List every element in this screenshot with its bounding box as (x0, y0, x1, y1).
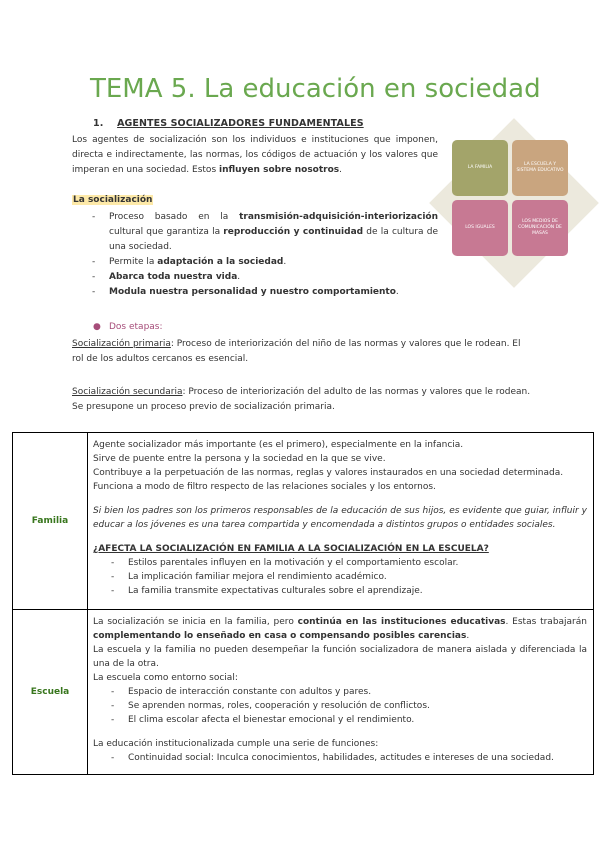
familia-question: ¿AFECTA LA SOCIALIZACIÓN EN FAMILIA A LA SOCIALIZACIÓN EN LA ESCUELA? (93, 544, 489, 554)
list-item: - Estilos parentales influyen en la motivación y el comportamiento escolar. (111, 558, 459, 568)
list-item: - Permite la adaptación a la sociedad. (92, 257, 287, 267)
section-heading-text: AGENTES SOCIALIZADORES FUNDAMENTALES (117, 118, 364, 129)
etapas-label: ● Dos etapas: (93, 322, 163, 332)
agents-table (12, 432, 594, 775)
diagram-box-escuela: LA ESCUELA Y SISTEMA EDUCATIVO (512, 140, 568, 196)
table-row-familia (13, 433, 593, 610)
list-item: - Espacio de interacción constante con adultos y pares. (111, 687, 372, 697)
list-item: - La familia transmite expectativas culturales sobre el aprendizaje. (111, 586, 423, 596)
diagram-box-medios: LOS MEDIOS DE COMUNICACIÓN DE MASAS (512, 200, 568, 256)
page-title: TEMA 5. La educación en sociedad (90, 74, 541, 104)
socializacion-secundaria: Socialización secundaria: Proceso de interiorización del adulto de las normas y valores que le rodean. Se presupone un proceso previo de socialización primaria. (72, 387, 531, 412)
intro-paragraph: Los agentes de socialización son los individuos e instituciones que imponen, directa e indirectamente, las normas, los códigos de actuación y los valores que imperan en una sociedad. Estos influyen sobre nosotros. (72, 135, 438, 175)
socializacion-label: La socialización (73, 195, 153, 205)
row-label-escuela: Escuela (13, 610, 88, 774)
list-item: - Modula nuestra personalidad y nuestro comportamiento. (92, 287, 399, 297)
section-heading-number: 1. (93, 118, 104, 129)
socializacion-list (92, 210, 438, 300)
list-item: - Se aprenden normas, roles, cooperación y resolución de conflictos. (111, 701, 430, 711)
list-item: - La implicación familiar mejora el rendimiento académico. (111, 572, 387, 582)
list-item: - Abarca toda nuestra vida. (92, 272, 241, 282)
diagram-box-familia: LA FAMILIA (452, 140, 508, 196)
diagram-box-iguales: LOS IGUALES (452, 200, 508, 256)
section-heading (93, 118, 364, 129)
row-label-familia: Familia (13, 433, 88, 609)
list-item: - El clima escolar afecta el bienestar emocional y el rendimiento. (111, 715, 415, 725)
bullet-icon: ● (93, 322, 101, 332)
list-item: - Continuidad social: Inculca conocimientos, habilidades, actitudes e intereses de una sociedad. (111, 753, 554, 763)
table-row-escuela (13, 610, 593, 774)
socializacion-primaria: Socialización primaria: Proceso de interiorización del niño de las normas y valores que le rodean. El rol de los adultos cercanos es esencial. (72, 339, 521, 364)
list-item: - Proceso basado en la transmisión-adquisición-interiorización cultural que garantiza la reproducción y continuidad de la cultura de una sociedad. (92, 212, 439, 252)
row-content-escuela: La socialización se inicia en la familia, pero continúa en las instituciones educativas. Estas trabajarán complementando lo enseñado en casa o compensando posibles carencias. La escuela y la familia no pueden desempeñar la función socializadora de manera aislada y diferenciada la una de la otra. La escuela como entorno social: - Espacio de interacción constante con adultos y pares. - Se aprenden normas, roles, cooperación y resolución de conflictos. - El clima escolar afecta el bienestar emocional y el rendimiento. La educación institucionalizada cumple una serie de funciones: - Continuidad social: Inculca conocimientos, habilidades, actitudes e intereses de una sociedad. (93, 617, 587, 763)
row-content-familia: Agente socializador más importante (es el primero), especialmente en la infancia. Sirve de puente entre la persona y la sociedad en la que se vive. Contribuye a la perpetuación de las normas, reglas y valores instaurados en una sociedad determinada. Funciona a modo de filtro respecto de las relaciones sociales y los entornos. Si bien los padres son los primeros responsables de la educación de sus hijos, es evidente que guiar, influir y educar a los jóvenes es una tarea compartida y encomendada a distintos grupos o entidades sociales. ¿AFECTA LA SOCIALIZACIÓN EN FAMILIA A LA SOCIALIZACIÓN EN LA ESCUELA? - Estilos parentales influyen en la motivación y el comportamiento escolar. - La implicación familiar mejora el rendimiento académico. - La familia transmite expectativas culturales sobre el aprendizaje. (93, 440, 587, 596)
